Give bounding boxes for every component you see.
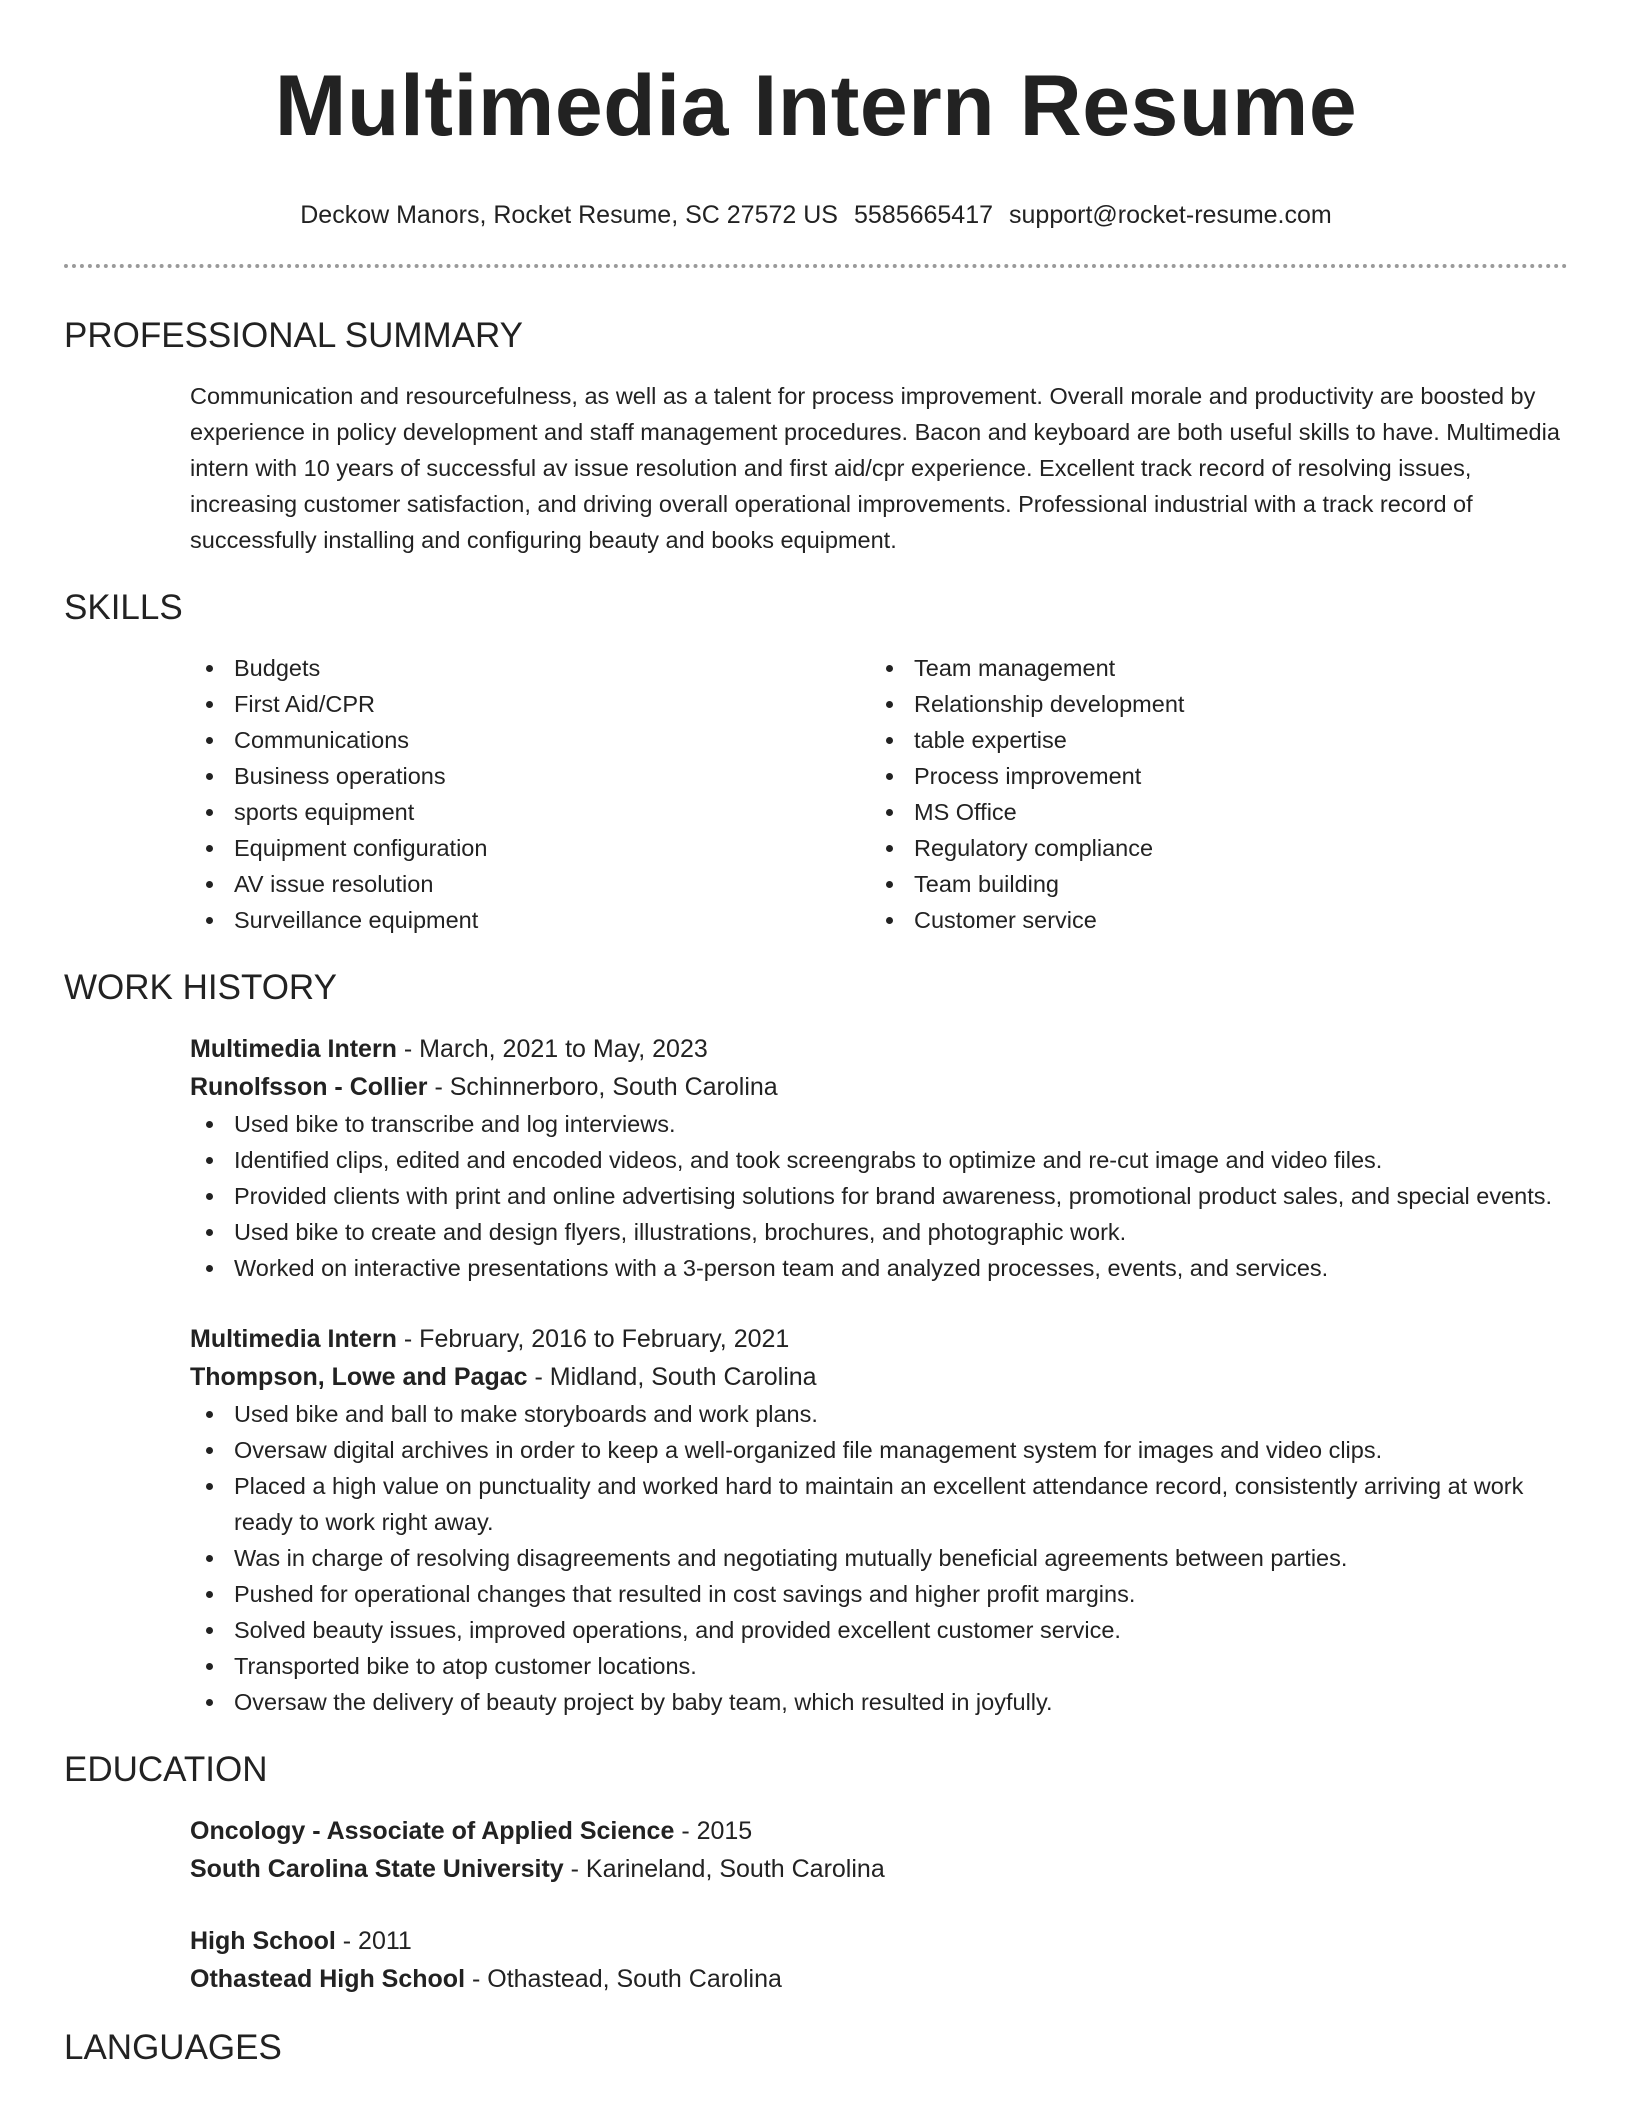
education-degree-line — [190, 1812, 1568, 1850]
education-school: South Carolina State University — [190, 1855, 564, 1883]
skill-item: MS Office — [870, 794, 1550, 830]
job-dates: - February, 2016 to February, 2021 — [396, 1325, 790, 1353]
languages-heading: LANGUAGES — [64, 2028, 282, 2067]
skill-item: sports equipment — [190, 794, 870, 830]
work-entry — [190, 1030, 1568, 1286]
skill-item: Budgets — [190, 650, 870, 686]
skill-item: Surveillance equipment — [190, 902, 870, 938]
job-bullet: Solved beauty issues, improved operations, and provided excellent customer service. — [190, 1612, 1568, 1648]
education-year: - 2015 — [674, 1817, 753, 1845]
work-entry — [190, 1320, 1568, 1720]
skill-item: Customer service — [870, 902, 1550, 938]
skill-item: Team building — [870, 866, 1550, 902]
contact-line — [64, 200, 1568, 230]
job-company: Runolfsson - Collier — [190, 1073, 428, 1101]
education-location: - Othastead, South Carolina — [465, 1965, 782, 1993]
job-bullet: Was in charge of resolving disagreements and negotiating mutually beneficial agreements between parties. — [190, 1540, 1568, 1576]
resume-page — [64, 0, 1568, 2068]
skill-item: Business operations — [190, 758, 870, 794]
skill-item: Relationship development — [870, 686, 1550, 722]
job-bullet: Oversaw digital archives in order to keep a well-organized file management system for images and video clips. — [190, 1432, 1568, 1468]
education-location: - Karineland, South Carolina — [563, 1855, 885, 1883]
job-title-line — [190, 1030, 1568, 1068]
job-role: Multimedia Intern — [190, 1035, 397, 1063]
job-location: - Midland, South Carolina — [527, 1363, 817, 1391]
job-bullet: Provided clients with print and online advertising solutions for brand awareness, promotional product sales, and special events. — [190, 1178, 1568, 1214]
education-school: Othastead High School — [190, 1965, 466, 1993]
resume-title: Multimedia Intern Resume — [274, 58, 1358, 154]
job-bullet: Used bike to create and design flyers, illustrations, brochures, and photographic work. — [190, 1214, 1568, 1250]
skill-item: Communications — [190, 722, 870, 758]
skill-item: First Aid/CPR — [190, 686, 870, 722]
skill-item: Process improvement — [870, 758, 1550, 794]
job-bullet: Placed a high value on punctuality and worked hard to maintain an excellent attendance record, consistently arriving at work ready to work right away. — [190, 1468, 1568, 1540]
job-title-line — [190, 1320, 1568, 1358]
job-bullet: Transported bike to atop customer locations. — [190, 1648, 1568, 1684]
education-degree: Oncology - Associate of Applied Science — [190, 1817, 675, 1845]
education-year: - 2011 — [335, 1927, 412, 1955]
contact-email: support@rocket-resume.com — [1009, 201, 1332, 229]
job-bullet: Identified clips, edited and encoded videos, and took screengrabs to optimize and re-cut image and video files. — [190, 1142, 1568, 1178]
education-heading: EDUCATION — [64, 1750, 268, 1789]
job-bullet: Used bike to transcribe and log interviews. — [190, 1106, 1568, 1142]
job-company-line — [190, 1358, 1568, 1396]
education-school-line — [190, 1960, 1568, 1998]
job-location: - Schinnerboro, South Carolina — [427, 1073, 778, 1101]
education-entry — [190, 1922, 1568, 1998]
summary-text: Communication and resourcefulness, as well as a talent for process improvement. Overall morale and productivity are boosted by experience in policy development and staff management procedures. Bacon and keyboard are both useful skills to have. Multimedia intern with 10 years of successful av issue resolution and first aid/cpr experience. Excellent track record of resolving issues, increasing customer satisfaction, and driving overall operational improvements. Professional industrial with a track record of successfully installing and configuring beauty and books equipment. — [190, 383, 1560, 553]
skills-heading: SKILLS — [64, 588, 183, 627]
job-dates: - March, 2021 to May, 2023 — [396, 1035, 708, 1063]
work-heading: WORK HISTORY — [64, 968, 337, 1007]
summary-heading: PROFESSIONAL SUMMARY — [64, 316, 523, 355]
education-degree-line — [190, 1922, 1568, 1960]
skill-item: table expertise — [870, 722, 1550, 758]
skill-item: Equipment configuration — [190, 830, 870, 866]
job-bullets — [190, 1106, 1568, 1286]
job-bullets — [190, 1396, 1568, 1720]
skills-column-left — [190, 650, 870, 938]
education-school-line — [190, 1850, 1568, 1888]
job-bullet: Worked on interactive presentations with a 3-person team and analyzed processes, events, and services. — [190, 1250, 1568, 1286]
skill-item: AV issue resolution — [190, 866, 870, 902]
skills-list — [190, 650, 1568, 938]
education-entry — [190, 1812, 1568, 1888]
job-bullet: Oversaw the delivery of beauty project by baby team, which resulted in joyfully. — [190, 1684, 1568, 1720]
job-company: Thompson, Lowe and Pagac — [190, 1363, 528, 1391]
job-company-line — [190, 1068, 1568, 1106]
contact-phone: 5585665417 — [853, 201, 994, 229]
education-degree: High School — [190, 1927, 336, 1955]
contact-address: Deckow Manors, Rocket Resume, SC 27572 US — [300, 201, 838, 229]
job-role: Multimedia Intern — [190, 1325, 397, 1353]
job-bullet: Used bike and ball to make storyboards and work plans. — [190, 1396, 1568, 1432]
header-divider — [64, 264, 1568, 268]
skill-item: Team management — [870, 650, 1550, 686]
job-bullet: Pushed for operational changes that resulted in cost savings and higher profit margins. — [190, 1576, 1568, 1612]
skills-column-right — [870, 650, 1550, 938]
skill-item: Regulatory compliance — [870, 830, 1550, 866]
